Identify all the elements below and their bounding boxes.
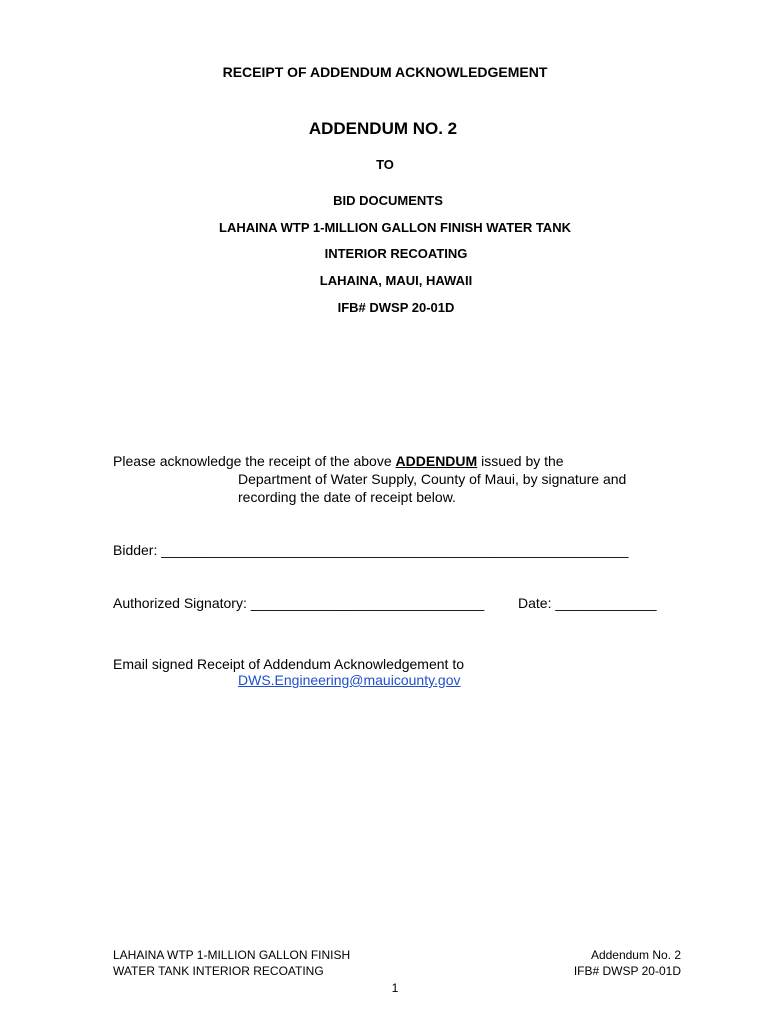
footer-right xyxy=(540,947,681,979)
footer-left xyxy=(113,947,350,979)
ack-text-before: Please acknowledge the receipt of the above xyxy=(113,453,396,469)
receipt-title: RECEIPT OF ADDENDUM ACKNOWLEDGEMENT xyxy=(222,64,548,80)
page-number: 1 xyxy=(391,981,399,995)
date-field[interactable]: Date: _____________ xyxy=(518,595,657,611)
project-title-line2: INTERIOR RECOATING xyxy=(324,246,468,261)
ack-text-after: issued by the xyxy=(477,453,564,469)
ifb-number: IFB# DWSP 20-01D xyxy=(337,300,455,315)
email-link[interactable]: DWS.Engineering@mauicounty.gov xyxy=(238,672,461,688)
authorized-signatory-field[interactable]: Authorized Signatory: ______________________________ xyxy=(113,595,485,611)
bidder-field[interactable]: Bidder: ____________________________________________________________ xyxy=(113,542,629,558)
bid-documents-label: BID DOCUMENTS xyxy=(333,193,443,208)
ack-line3: recording the date of receipt below. xyxy=(238,489,456,505)
to-label: TO xyxy=(376,157,394,172)
project-title-line1: LAHAINA WTP 1-MILLION GALLON FINISH WATER TANK xyxy=(219,220,571,235)
footer-right-line2: IFB# DWSP 20-01D xyxy=(573,964,681,978)
footer-left-line2: WATER TANK INTERIOR RECOATING xyxy=(113,964,324,978)
footer-left-line1: LAHAINA WTP 1-MILLION GALLON FINISH xyxy=(113,948,351,962)
addendum-number: ADDENDUM NO. 2 xyxy=(308,119,458,138)
footer-right-line1: Addendum No. 2 xyxy=(590,948,681,962)
ack-emphasis: ADDENDUM xyxy=(395,453,478,469)
project-location: LAHAINA, MAUI, HAWAII xyxy=(319,273,473,288)
acknowledgement-paragraph xyxy=(113,452,693,506)
ack-line2: Department of Water Supply, County of Maui, by signature and xyxy=(238,471,627,487)
email-instruction: Email signed Receipt of Addendum Acknowledgement to xyxy=(113,656,464,672)
